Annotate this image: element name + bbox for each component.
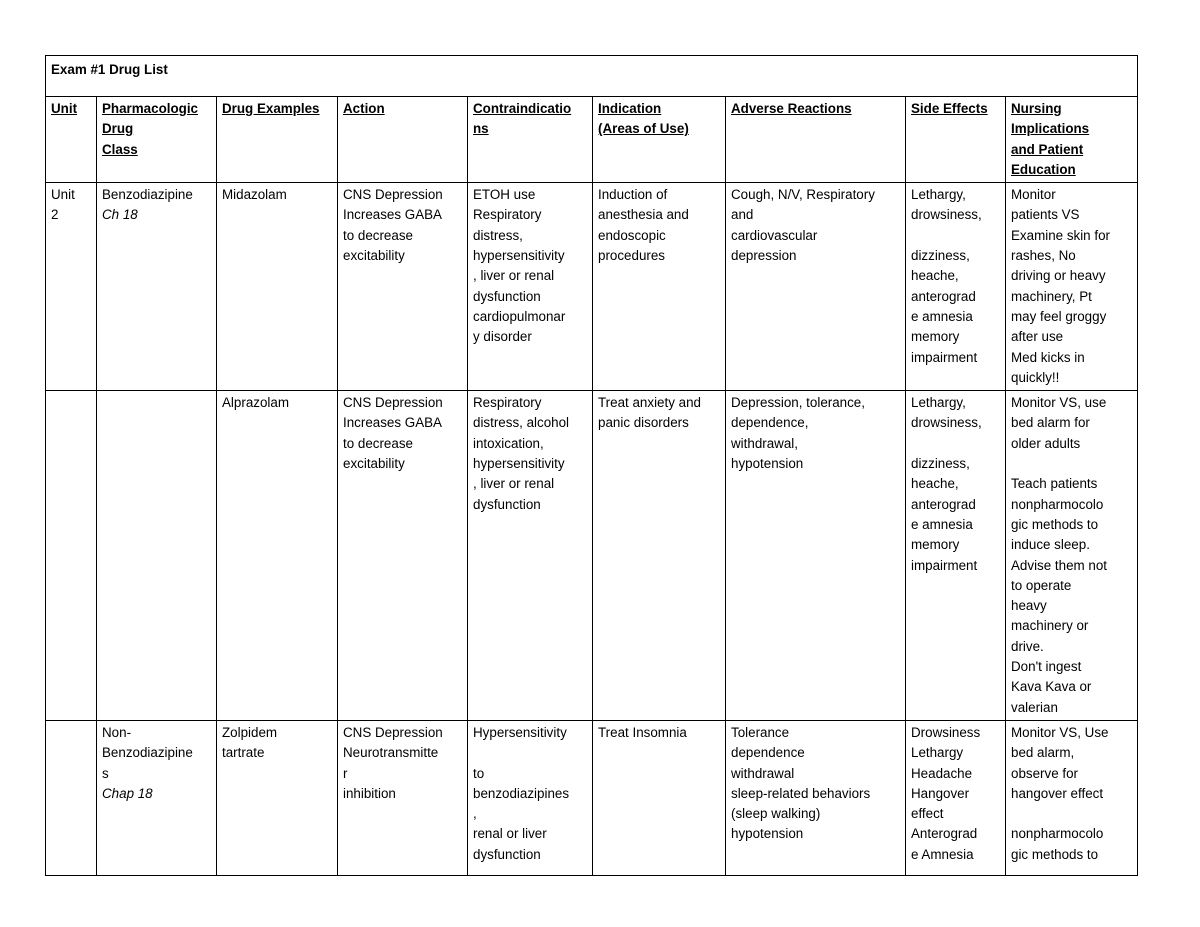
cell-line: renal or liver — [473, 826, 547, 842]
column-header-unit — [46, 97, 97, 183]
column-header-drug-class — [97, 97, 217, 183]
cell-line: Cough, N/V, Respiratory — [731, 187, 875, 203]
cell-line: Med kicks in — [1011, 349, 1085, 365]
cell-line: Benzodiazipine — [102, 187, 193, 203]
cell-line: inhibition — [343, 785, 396, 801]
cell-line: bed alarm, — [1011, 745, 1075, 761]
table-title: Exam #1 Drug List — [46, 56, 1138, 97]
chapter-reference: Chap 18 — [102, 785, 153, 801]
cell-line: sleep-related behaviors — [731, 785, 871, 801]
cell-line: 2 — [51, 207, 59, 223]
cell-line: Midazolam — [222, 187, 287, 203]
cell-line: hypotension — [731, 456, 804, 472]
cell-line: Headache — [911, 765, 973, 781]
column-header-adverse-reactions — [726, 97, 906, 183]
cell-adverse-reactions — [726, 183, 906, 391]
cell-line: Increases GABA — [343, 207, 442, 223]
drug-list-table — [45, 55, 1138, 876]
cell-line: distress, — [473, 227, 523, 243]
cell-line: heavy — [1011, 598, 1047, 614]
cell-line: excitability — [343, 456, 405, 472]
header-row — [46, 97, 1138, 183]
cell-line: Hypersensitivity — [473, 724, 567, 740]
cell-line: Drug — [102, 121, 134, 137]
cell-action — [338, 720, 468, 875]
cell-line: , liver or renal — [473, 476, 555, 492]
cell-line: to — [473, 765, 485, 781]
cell-line: Non- — [102, 724, 132, 740]
cell-line: Tolerance — [731, 724, 790, 740]
cell-line — [473, 743, 588, 763]
cell-line: ns — [473, 121, 489, 137]
cell-line — [911, 434, 1001, 454]
cell-line — [1011, 454, 1133, 474]
cell-line: hypersensitivity — [473, 456, 565, 472]
cell-line: CNS Depression — [343, 724, 443, 740]
cell-nursing-implications — [1006, 391, 1138, 721]
cell-line: excitability — [343, 248, 405, 264]
cell-line: Nursing — [1011, 101, 1062, 116]
cell-drug-class — [97, 391, 217, 721]
cell-line: e Amnesia — [911, 846, 974, 862]
cell-line: Teach patients — [1011, 476, 1098, 492]
cell-indication — [593, 720, 726, 875]
cell-line: Drug Examples — [222, 101, 320, 116]
cell-side-effects — [906, 183, 1006, 391]
cell-line: , liver or renal — [473, 268, 555, 284]
cell-line: Examine skin for — [1011, 227, 1110, 243]
cell-line: observe for — [1011, 765, 1078, 781]
cell-line: dysfunction — [473, 846, 541, 862]
cell-line: may feel groggy — [1011, 308, 1107, 324]
table-row — [46, 391, 1138, 721]
cell-line: Unit — [51, 187, 75, 203]
cell-line: hangover effect — [1011, 785, 1104, 801]
cell-unit — [46, 391, 97, 721]
cell-line: to operate — [1011, 577, 1072, 593]
cell-line: e amnesia — [911, 308, 973, 324]
cell-line: endoscopic — [598, 227, 666, 243]
cell-line: machinery or — [1011, 618, 1089, 634]
cell-line: Neurotransmitte — [343, 745, 439, 761]
chapter-reference: Ch 18 — [102, 207, 138, 223]
cell-line: Anterograd — [911, 826, 978, 842]
title-row — [46, 56, 1138, 97]
cell-line: Contraindicatio — [473, 101, 572, 116]
cell-line: Treat anxiety and — [598, 395, 701, 411]
cell-line: Monitor VS, Use — [1011, 724, 1109, 740]
cell-line: Action — [343, 101, 385, 116]
cell-indication — [593, 183, 726, 391]
cell-line: effect — [911, 806, 944, 822]
cell-line: ETOH use — [473, 187, 536, 203]
cell-line: Education — [1011, 161, 1076, 177]
cell-line: nonpharmocolo — [1011, 826, 1104, 842]
cell-line: Unit — [51, 101, 78, 116]
cell-line: Induction of — [598, 187, 668, 203]
cell-line: heache, — [911, 476, 959, 492]
cell-line: (sleep walking) — [731, 806, 821, 822]
column-header-side-effects — [906, 97, 1006, 183]
cell-line: rashes, No — [1011, 248, 1076, 264]
cell-line: nonpharmocolo — [1011, 496, 1104, 512]
column-header-nursing-implications — [1006, 97, 1138, 183]
cell-line: y disorder — [473, 329, 532, 345]
cell-line: drowsiness, — [911, 207, 982, 223]
cell-line: to decrease — [343, 227, 413, 243]
cell-line: dizziness, — [911, 248, 970, 264]
cell-contraindications — [468, 183, 593, 391]
cell-drug-class — [97, 720, 217, 875]
cell-line: withdrawal, — [731, 435, 798, 451]
cell-line: Don't ingest — [1011, 659, 1082, 675]
column-header-contraindications — [468, 97, 593, 183]
cell-action — [338, 391, 468, 721]
cell-line: tartrate — [222, 745, 265, 761]
cell-line: anterograd — [911, 288, 976, 304]
cell-line: Class — [102, 141, 138, 157]
cell-line: dysfunction — [473, 288, 541, 304]
cell-line: and Patient — [1011, 141, 1084, 157]
cell-line: Monitor — [1011, 187, 1056, 203]
cell-nursing-implications — [1006, 183, 1138, 391]
cell-line: Kava Kava or — [1011, 679, 1092, 695]
cell-line: memory — [911, 537, 960, 553]
cell-line: anterograd — [911, 496, 976, 512]
table-row — [46, 720, 1138, 875]
cell-line: CNS Depression — [343, 395, 443, 411]
cell-adverse-reactions — [726, 391, 906, 721]
cell-line: Indication — [598, 101, 662, 116]
cell-line: depression — [731, 248, 797, 264]
cell-line: dependence — [731, 745, 805, 761]
cell-line: Lethargy, — [911, 187, 966, 203]
cell-line: bed alarm for — [1011, 415, 1090, 431]
cell-line: machinery, Pt — [1011, 288, 1092, 304]
cell-line: Lethargy, — [911, 395, 966, 411]
cell-nursing-implications — [1006, 720, 1138, 875]
column-header-drug-examples — [217, 97, 338, 183]
cell-line: quickly!! — [1011, 369, 1060, 385]
cell-line: gic methods to — [1011, 516, 1099, 532]
cell-line: impairment — [911, 349, 978, 365]
cell-line: cardiopulmonar — [473, 308, 566, 324]
cell-side-effects — [906, 391, 1006, 721]
cell-line: Pharmacologic — [102, 101, 198, 116]
cell-line: gic methods to — [1011, 846, 1099, 862]
column-header-action — [338, 97, 468, 183]
cell-drug-class — [97, 183, 217, 391]
cell-line: r — [343, 765, 348, 781]
cell-line: older adults — [1011, 435, 1081, 451]
cell-line: dysfunction — [473, 496, 541, 512]
cell-line: Monitor VS, use — [1011, 395, 1107, 411]
table-row — [46, 183, 1138, 391]
cell-line: procedures — [598, 248, 665, 264]
cell-unit — [46, 720, 97, 875]
cell-line — [911, 226, 1001, 246]
cell-line: e amnesia — [911, 516, 973, 532]
cell-line: impairment — [911, 557, 978, 573]
cell-unit — [46, 183, 97, 391]
cell-contraindications — [468, 391, 593, 721]
cell-line: hypersensitivity — [473, 248, 565, 264]
cell-line: induce sleep. — [1011, 537, 1090, 553]
cell-line: dizziness, — [911, 456, 970, 472]
cell-line: distress, alcohol — [473, 415, 570, 431]
cell-line: Depression, tolerance, — [731, 395, 865, 411]
cell-line: heache, — [911, 268, 959, 284]
cell-line: Respiratory — [473, 395, 542, 411]
cell-line: Advise them not — [1011, 557, 1108, 573]
cell-line: memory — [911, 329, 960, 345]
cell-line: intoxication, — [473, 435, 544, 451]
cell-line: panic disorders — [598, 415, 689, 431]
cell-line: Hangover — [911, 785, 970, 801]
cell-line: drowsiness, — [911, 415, 982, 431]
cell-indication — [593, 391, 726, 721]
cell-action — [338, 183, 468, 391]
cell-line: Lethargy — [911, 745, 964, 761]
cell-line: patients VS — [1011, 207, 1080, 223]
cell-line: Alprazolam — [222, 395, 289, 411]
cell-line: withdrawal — [731, 765, 795, 781]
cell-line: cardiovascular — [731, 227, 818, 243]
cell-line: Benzodiazipine — [102, 745, 193, 761]
cell-line: Adverse Reactions — [731, 101, 852, 116]
cell-line: drive. — [1011, 638, 1044, 654]
cell-line: dependence, — [731, 415, 809, 431]
cell-line: Respiratory — [473, 207, 542, 223]
cell-line: driving or heavy — [1011, 268, 1106, 284]
cell-line — [1011, 804, 1133, 824]
cell-line: CNS Depression — [343, 187, 443, 203]
cell-line: Implications — [1011, 121, 1090, 137]
cell-adverse-reactions — [726, 720, 906, 875]
cell-line: Drowsiness — [911, 724, 981, 740]
cell-line: s — [102, 765, 109, 781]
cell-line: , — [473, 806, 477, 822]
cell-line: (Areas of Use) — [598, 121, 689, 137]
cell-line: Side Effects — [911, 101, 988, 116]
cell-line: Treat Insomnia — [598, 724, 687, 740]
cell-line: benzodiazipines — [473, 785, 570, 801]
cell-line: Zolpidem — [222, 724, 278, 740]
cell-drug-examples — [217, 391, 338, 721]
column-header-indication — [593, 97, 726, 183]
cell-line: hypotension — [731, 826, 804, 842]
cell-drug-examples — [217, 183, 338, 391]
cell-line: Increases GABA — [343, 415, 442, 431]
cell-line: and — [731, 207, 754, 223]
cell-line: after use — [1011, 329, 1064, 345]
cell-side-effects — [906, 720, 1006, 875]
cell-line: to decrease — [343, 435, 413, 451]
cell-drug-examples — [217, 720, 338, 875]
cell-contraindications — [468, 720, 593, 875]
cell-line: valerian — [1011, 699, 1058, 715]
cell-line: anesthesia and — [598, 207, 689, 223]
